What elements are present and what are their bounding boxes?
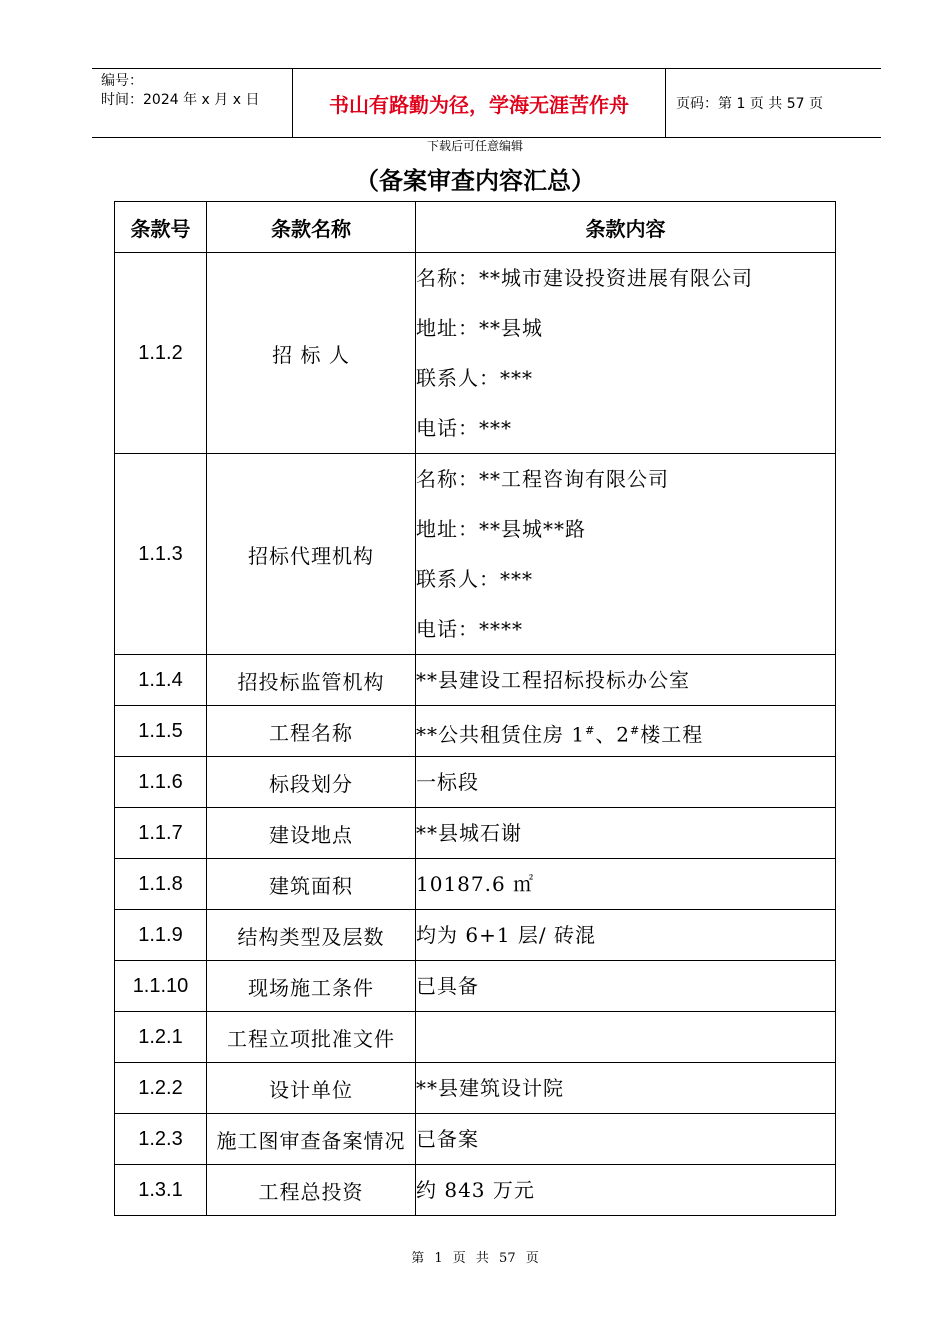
header-motto: 书山有路勤为径，学海无涯苦作舟 (293, 69, 666, 137)
table-row (115, 706, 836, 757)
clause-name: 建筑面积 (207, 859, 416, 910)
content-line: 均为 6+1 层/ 砖混 (416, 923, 597, 947)
content-line: **县建筑设计院 (416, 1076, 564, 1100)
clause-number: 1.1.10 (115, 961, 207, 1012)
clause-number: 1.2.3 (115, 1114, 207, 1165)
table-row (115, 1114, 836, 1165)
content-line: 已备案 (416, 1127, 479, 1151)
content-line: 一标段 (416, 770, 479, 794)
table-row (115, 655, 836, 706)
content-line: 联系人：*** (416, 366, 533, 390)
content-line: 电话：**** (416, 617, 523, 641)
clause-number: 1.1.6 (115, 757, 207, 808)
clause-number: 1.2.1 (115, 1012, 207, 1063)
clause-number: 1.1.4 (115, 655, 207, 706)
clause-name: 招标代理机构 (207, 454, 416, 655)
header-clause-content: 条款内容 (416, 202, 836, 253)
table-row (115, 757, 836, 808)
clause-content (416, 1063, 836, 1114)
content-line: 联系人：*** (416, 567, 533, 591)
clause-name: 现场施工条件 (207, 961, 416, 1012)
table-row (115, 910, 836, 961)
clause-name: 工程名称 (207, 706, 416, 757)
clause-name: 工程总投资 (207, 1165, 416, 1216)
clause-content (416, 859, 836, 910)
content-line: 地址：**县城**路 (416, 517, 586, 541)
content-line: **县建设工程招标投标办公室 (416, 668, 690, 692)
header-clause-no: 条款号 (115, 202, 207, 253)
content-line: **县城石谢 (416, 821, 522, 845)
table-row (115, 1165, 836, 1216)
table-row (115, 859, 836, 910)
content-line: 地址：**县城 (416, 316, 543, 340)
content-line: 电话：*** (416, 416, 512, 440)
header-page-info: 页码：第 1 页 共 57 页 (676, 96, 823, 112)
time-label: 时间：2024 年 x 月 x 日 (101, 92, 260, 108)
clause-name: 标段划分 (207, 757, 416, 808)
clause-name: 工程立项批准文件 (207, 1012, 416, 1063)
header-clause-name: 条款名称 (207, 202, 416, 253)
content-line: 名称：**工程咨询有限公司 (416, 467, 669, 491)
content-line: 10187.6 ㎡ (416, 872, 535, 896)
clause-number: 1.1.9 (115, 910, 207, 961)
content-line: **公共租赁住房 1#、2#楼工程 (416, 722, 704, 747)
clause-name: 结构类型及层数 (207, 910, 416, 961)
clause-content (416, 1165, 836, 1216)
number-label: 编号： (101, 73, 143, 89)
clause-number: 1.1.7 (115, 808, 207, 859)
content-line: 已具备 (416, 974, 479, 998)
clause-number: 1.3.1 (115, 1165, 207, 1216)
clause-number: 1.1.5 (115, 706, 207, 757)
content-line: 名称：**城市建设投资进展有限公司 (416, 266, 753, 290)
clause-content (416, 961, 836, 1012)
table-row (115, 1012, 836, 1063)
page-title: （备案审查内容汇总） (355, 166, 595, 195)
content-line (416, 1012, 835, 1062)
clause-content (416, 808, 836, 859)
table-body (115, 253, 836, 1216)
clause-content (416, 757, 836, 808)
table-row (115, 253, 836, 454)
table-row (115, 961, 836, 1012)
edit-note: 下载后可任意编辑 (426, 139, 523, 153)
clause-name: 设计单位 (207, 1063, 416, 1114)
clause-name: 施工图审查备案情况 (207, 1114, 416, 1165)
clause-number: 1.1.3 (115, 454, 207, 655)
table-row (115, 454, 836, 655)
clause-content (416, 706, 836, 757)
table-header-row (115, 202, 836, 253)
page-footer: 第 1 页 共 57 页 (411, 1251, 539, 1266)
clause-number: 1.2.2 (115, 1063, 207, 1114)
clause-content (416, 253, 836, 454)
clause-name: 建设地点 (207, 808, 416, 859)
table-row (115, 808, 836, 859)
clause-name: 招 标 人 (207, 253, 416, 454)
table-row (115, 1063, 836, 1114)
document-header (92, 68, 881, 138)
clause-number: 1.1.2 (115, 253, 207, 454)
content-line: 约 843 万元 (416, 1178, 535, 1202)
clause-content (416, 910, 836, 961)
clause-content (416, 1114, 836, 1165)
clause-content (416, 1012, 836, 1063)
clause-content (416, 655, 836, 706)
header-meta (92, 69, 293, 137)
clause-name: 招投标监管机构 (207, 655, 416, 706)
clause-number: 1.1.8 (115, 859, 207, 910)
review-table (114, 201, 836, 1216)
clause-content (416, 454, 836, 655)
